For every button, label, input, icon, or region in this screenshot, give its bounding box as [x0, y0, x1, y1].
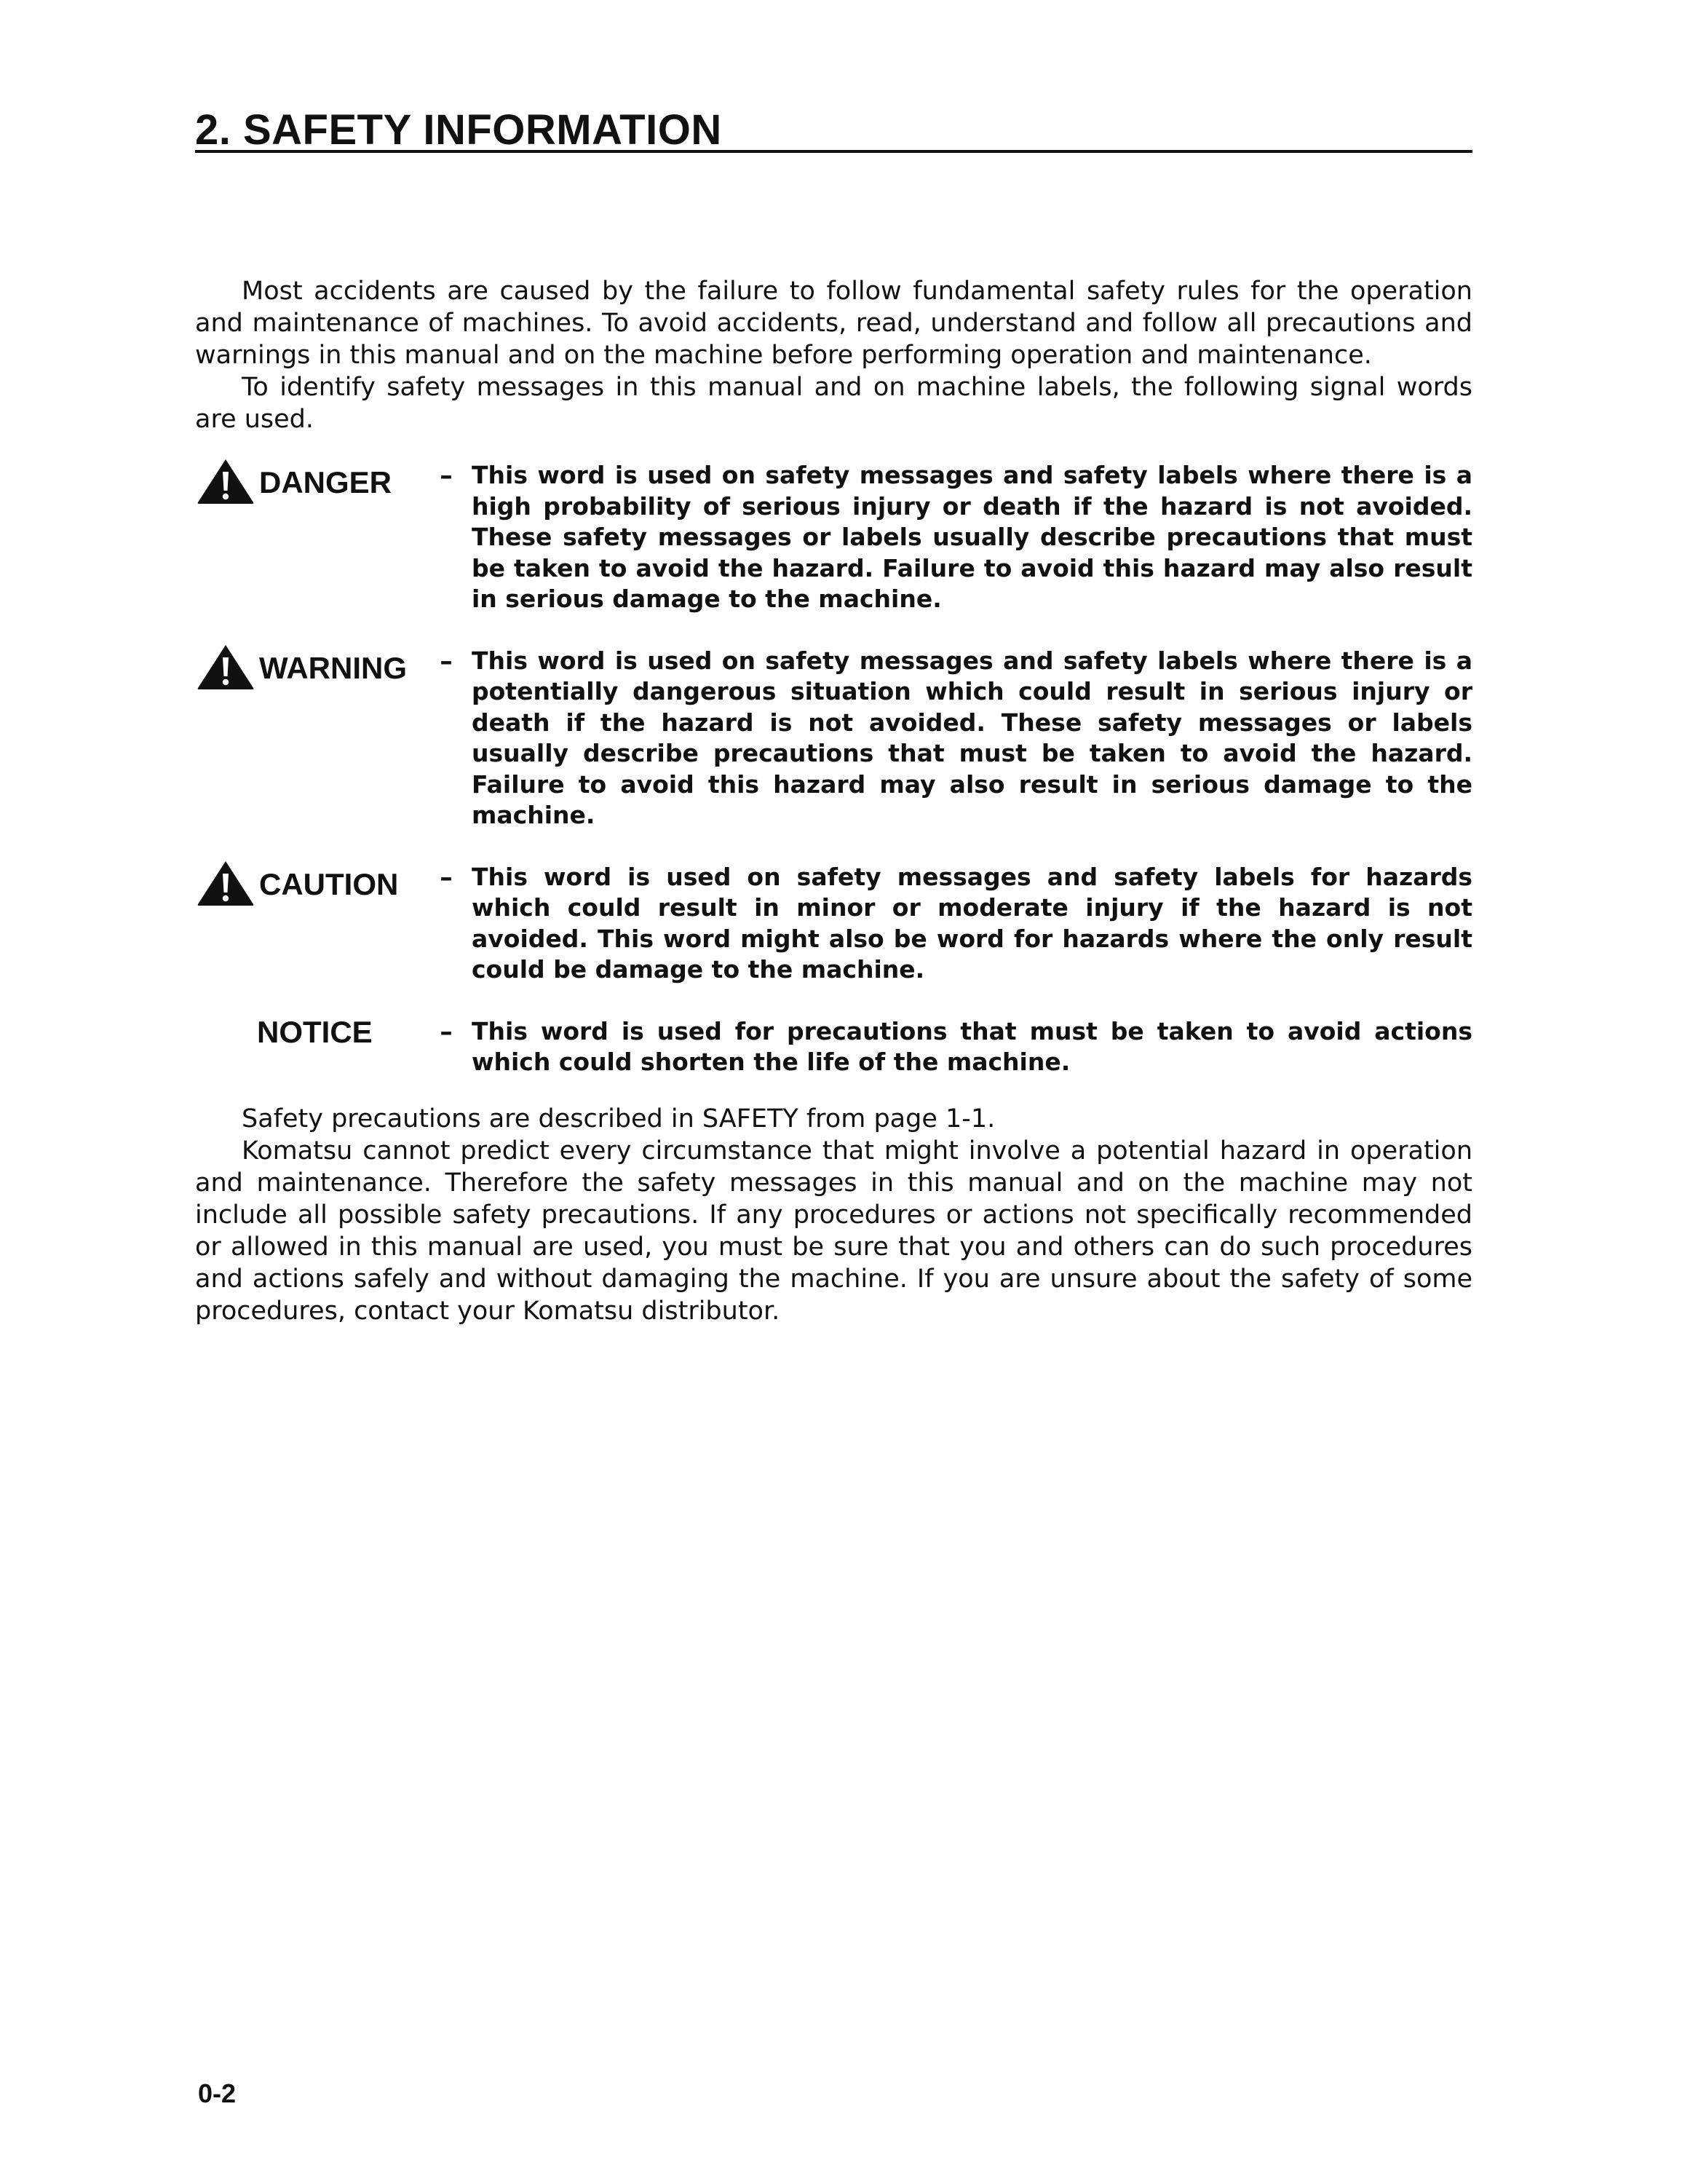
- signal-word-danger: DANGER: [259, 465, 392, 499]
- signal-dash: –: [440, 1017, 453, 1047]
- warning-triangle-icon: [195, 643, 256, 691]
- signal-warning: [195, 646, 1472, 831]
- section-heading: [195, 87, 1472, 153]
- manual-page: [195, 87, 1472, 2126]
- signal-word-label: [195, 646, 421, 691]
- closing-section: [195, 1103, 1472, 1327]
- closing-paragraph: Komatsu cannot predict every circumstance that might involve a potential hazard in operation and maintenance. Therefore the safety messages in this manual and on the machine may not include all possible safety precautions. If any procedures or actions not specifically recommended or allowed in this manual are used, you must be sure that you and others can do such procedures and actions safely and without damaging the machine. If you are unsure about the safety of some procedures, contact your Komatsu distributor.: [195, 1136, 1472, 1326]
- signal-caution: [195, 862, 1472, 986]
- page-number: 0-2: [198, 2078, 237, 2108]
- signal-word-label: [195, 1016, 421, 1048]
- warning-triangle-icon: [195, 457, 256, 505]
- signal-danger: [195, 460, 1472, 615]
- signal-dash: –: [440, 646, 453, 676]
- signal-description: This word is used on safety messages and safety labels for hazards which could result in minor or moderate injury if the hazard is not avoided. This word might also be word for hazards where the only result could be damage to the machine.: [472, 862, 1472, 984]
- signal-word-label: [195, 460, 421, 505]
- signal-word-warning: WARNING: [259, 650, 407, 685]
- intro-paragraph: To identify safety messages in this manual and on machine labels, the following signal words are used.: [195, 373, 1472, 434]
- signal-dash: –: [440, 863, 453, 893]
- intro-paragraph: Most accidents are caused by the failure to follow fundamental safety rules for the operation and maintenance of machines. To avoid accidents, read, understand and follow all precautions and warnings in this manual and on the machine before performing operation and maintenance.: [195, 277, 1472, 370]
- signal-notice: [195, 1016, 1472, 1078]
- closing-paragraph: Safety precautions are described in SAFETY from page 1-1.: [242, 1104, 996, 1133]
- signal-dash: –: [440, 462, 453, 491]
- signal-word-notice: NOTICE: [257, 1014, 373, 1049]
- warning-triangle-icon: [195, 859, 256, 907]
- page-title: 2. SAFETY INFORMATION: [195, 106, 722, 154]
- signal-description: This word is used on safety messages and safety labels where there is a high probability of serious injury or death if the hazard is not avoided. These safety messages or labels usually describe precautions that must be taken to avoid the hazard. Failure to avoid this hazard may also result in serious damage to the machine.: [472, 461, 1472, 613]
- signal-description: This word is used on safety messages and safety labels where there is a potentially dangerous situation which could result in serious injury or death if the hazard is not avoided. These safety messages or labels usually describe precautions that must be taken to avoid the hazard. Failure to avoid this hazard may also result in serious damage to the machine.: [472, 646, 1472, 829]
- intro-section: [195, 275, 1472, 435]
- signal-word-list: [195, 460, 1472, 1078]
- signal-word-caution: CAUTION: [259, 866, 399, 901]
- signal-description: This word is used for precautions that must be taken to avoid actions which could shorten the life of the machine.: [472, 1016, 1472, 1076]
- signal-word-label: [195, 862, 421, 907]
